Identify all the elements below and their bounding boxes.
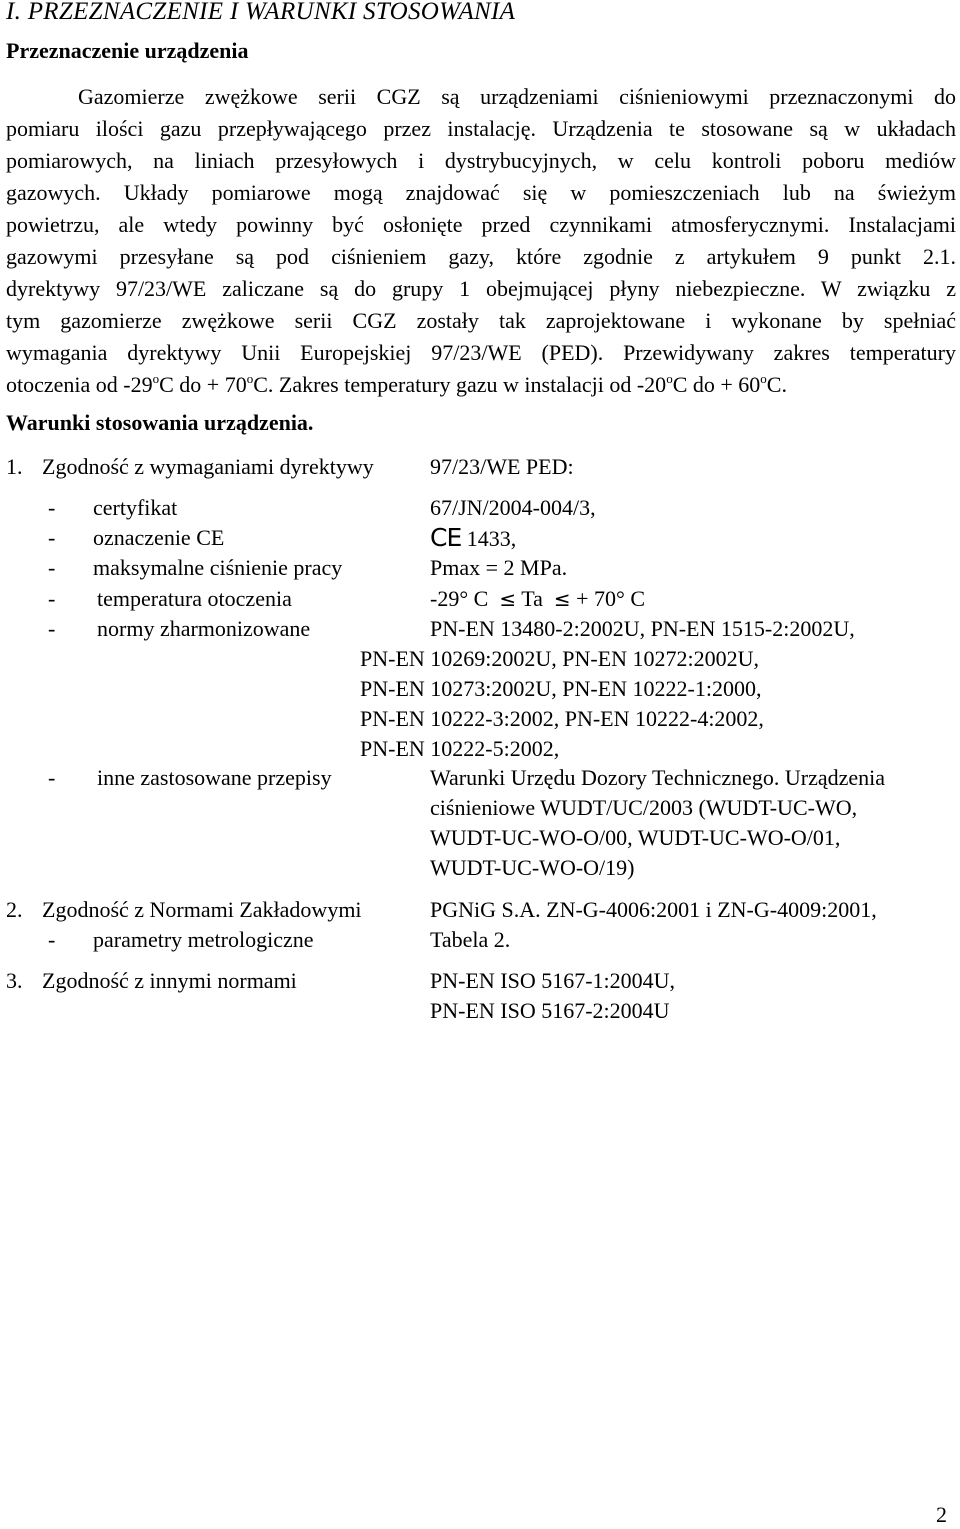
degree-sign: o	[666, 371, 673, 386]
item-label: Zgodność z innymi normami	[42, 968, 297, 993]
list-label: maksymalne ciśnienie pracy	[93, 555, 343, 580]
degree-sign: o	[152, 371, 160, 386]
norms-line: PN-EN 10269:2002U, PN-EN 10272:2002U,	[360, 646, 760, 671]
list-label: inne zastosowane przepisy	[97, 765, 332, 790]
list-dash: -	[48, 586, 56, 611]
temperature-range-value	[430, 584, 645, 614]
item-number: 2.	[6, 897, 23, 922]
paragraph-line: tym gazomierze zwężkowe serii CGZ zostały tak zaprojektowane i wykonane by spełniać	[6, 308, 956, 333]
ce-mark-icon: CE	[430, 523, 462, 552]
less-equal-icon: ≤	[553, 587, 571, 611]
item-label: Zgodność z Normami Zakładowymi	[42, 897, 362, 922]
list-dash: -	[48, 555, 56, 580]
temp-text: C.	[766, 372, 787, 397]
item-label: Zgodność z wymaganiami dyrektywy	[42, 454, 374, 479]
degree-sign: o	[760, 371, 767, 386]
temp-text: C. Zakres temperatury gazu w instalacji od -20	[253, 372, 667, 397]
temp-text: C do + 60	[672, 372, 761, 397]
paragraph-line-temperature	[6, 370, 956, 400]
list-value: 1433,	[466, 526, 517, 551]
norms-line: PN-EN 10222-3:2002, PN-EN 10222-4:2002,	[360, 706, 764, 731]
list-dash: -	[48, 765, 56, 790]
item-value: PN-EN ISO 5167-2:2004U	[430, 998, 670, 1023]
norms-line: PN-EN 10222-5:2002,	[360, 736, 560, 761]
paragraph-line: pomiarowych, na liniach przesyłowych i dystrybucyjnych, w celu kontroli poboru mediów	[6, 148, 956, 173]
paragraph-line: wymagania dyrektywy Unii Europejskiej 97/23/WE (PED). Przewidywany zakres temperatury	[6, 340, 956, 365]
item-value: PGNiG S.A. ZN-G-4006:2001 i ZN-G-4009:2001,	[430, 897, 877, 922]
item-value: 97/23/WE PED:	[430, 454, 574, 479]
paragraph-line: pomiaru ilości gazu przepływającego przez instalację. Urządzenia te stosowane są w układach	[6, 116, 956, 141]
rules-line: WUDT-UC-WO-O/19)	[430, 855, 635, 880]
list-value: 67/JN/2004-004/3,	[430, 495, 596, 520]
norms-line: PN-EN 10273:2002U, PN-EN 10222-1:2000,	[360, 676, 762, 701]
list-dash: -	[48, 525, 56, 550]
list-label: certyfikat	[93, 495, 178, 520]
paragraph-line: gazowymi przesyłane są pod ciśnieniem gazy, które zgodnie z artykułem 9 punkt 2.1.	[6, 244, 956, 269]
section-title-purpose: Przeznaczenie urządzenia	[6, 38, 249, 63]
rules-line: Warunki Urzędu Dozory Technicznego. Urządzenia	[430, 765, 886, 790]
list-value: PN-EN 13480-2:2002U, PN-EN 1515-2:2002U,	[430, 616, 855, 641]
temp-text: otoczenia od -29	[6, 372, 153, 397]
list-label: temperatura otoczenia	[97, 586, 292, 611]
item-value: PN-EN ISO 5167-1:2004U,	[430, 968, 676, 993]
rules-line: ciśnieniowe WUDT/UC/2003 (WUDT-UC-WO,	[430, 795, 858, 820]
paragraph-line: gazowych. Układy pomiarowe mogą znajdować się w pomieszczeniach lub na świeżym	[6, 180, 956, 205]
temp-min: -29° C	[430, 586, 489, 611]
section-title-conditions: Warunki stosowania urządzenia.	[6, 410, 314, 435]
list-dash: -	[48, 616, 56, 641]
paragraph-line: powietrzu, ale wtedy powinny być osłonięte przed czynnikami atmosferycznymi. Instalacjami	[6, 212, 956, 237]
paragraph-line: dyrektywy 97/23/WE zaliczane są do grupy 1 obejmującej płyny niebezpieczne. W związku z	[6, 276, 956, 301]
temp-symbol: Ta	[521, 586, 543, 611]
temp-max: + 70° C	[576, 586, 646, 611]
list-value: Pmax = 2 MPa.	[430, 555, 568, 580]
temp-text: C do + 70	[159, 372, 247, 397]
degree-sign: o	[246, 371, 254, 386]
list-dash: -	[48, 927, 56, 952]
list-label: oznaczenie CE	[93, 525, 225, 550]
chapter-title: I. PRZEZNACZENIE I WARUNKI STOSOWANIA	[6, 0, 516, 25]
less-equal-icon: ≤	[499, 587, 517, 611]
rules-line: WUDT-UC-WO-O/00, WUDT-UC-WO-O/01,	[430, 825, 841, 850]
page-number: 2	[936, 1502, 947, 1527]
list-label: parametry metrologiczne	[93, 927, 314, 952]
item-number: 3.	[6, 968, 23, 993]
item-number: 1.	[6, 454, 23, 479]
list-label: normy zharmonizowane	[97, 616, 311, 641]
paragraph-line: Gazomierze zwężkowe serii CGZ są urządzeniami ciśnieniowymi przeznaczonymi do	[78, 84, 956, 109]
ce-value-row	[430, 523, 516, 553]
list-value: Tabela 2.	[430, 927, 511, 952]
list-dash: -	[48, 495, 56, 520]
